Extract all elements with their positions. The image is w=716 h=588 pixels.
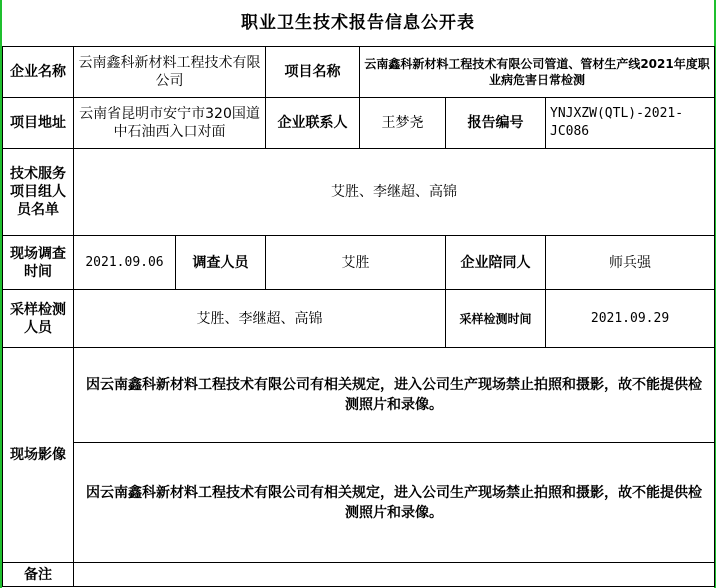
image-note-2: 因云南鑫科新材料工程技术有限公司有相关规定，进入公司生产现场禁止拍照和摄影，故不能提供检测照片和录像。 <box>74 443 715 563</box>
contact-label: 企业联系人 <box>266 98 360 149</box>
company-name-value: 云南鑫科新材料工程技术有限公司 <box>74 47 266 98</box>
sampling-people-label: 采样检测人员 <box>3 290 74 348</box>
remarks-value <box>74 563 715 587</box>
image-note-1: 因云南鑫科新材料工程技术有限公司有相关规定，进入公司生产现场禁止拍照和摄影，故不能提供检测照片和录像。 <box>74 348 715 443</box>
company-name-label: 企业名称 <box>3 47 74 98</box>
survey-time-label: 现场调查时间 <box>3 236 74 290</box>
row-images-1 <box>3 348 715 443</box>
row-images-2 <box>3 443 715 563</box>
form-title: 职业卫生技术报告信息公开表 <box>241 13 475 33</box>
address-value: 云南省昆明市安宁市320国道中石油西入口对面 <box>74 98 266 149</box>
report-no-label: 报告编号 <box>446 98 546 149</box>
row-remarks <box>3 563 715 587</box>
investigator-value: 艾胜 <box>266 236 446 290</box>
remarks-label: 备注 <box>3 563 74 587</box>
survey-time-value: 2021.09.06 <box>74 236 176 290</box>
report-no-value: YNJXZW(QTL)-2021-JC086 <box>546 98 715 149</box>
row-company <box>3 47 715 98</box>
address-label: 项目地址 <box>3 98 74 149</box>
info-table <box>2 46 715 587</box>
investigator-label: 调查人员 <box>176 236 266 290</box>
row-sampling <box>3 290 715 348</box>
row-survey <box>3 236 715 290</box>
project-name-label: 项目名称 <box>266 47 360 98</box>
images-label: 现场影像 <box>3 348 74 563</box>
row-address <box>3 98 715 149</box>
sampling-people-value: 艾胜、李继超、高锦 <box>74 290 446 348</box>
team-value: 艾胜、李继超、高锦 <box>74 149 715 236</box>
escort-value: 师兵强 <box>546 236 715 290</box>
contact-value: 王梦尧 <box>360 98 446 149</box>
escort-label: 企业陪同人 <box>446 236 546 290</box>
team-label: 技术服务项目组人员名单 <box>3 149 74 236</box>
row-team <box>3 149 715 236</box>
sampling-time-label: 采样检测时间 <box>446 290 546 348</box>
sampling-time-value: 2021.09.29 <box>546 290 715 348</box>
project-name-value: 云南鑫科新材料工程技术有限公司管道、管材生产线2021年度职业病危害日常检测 <box>360 47 715 98</box>
